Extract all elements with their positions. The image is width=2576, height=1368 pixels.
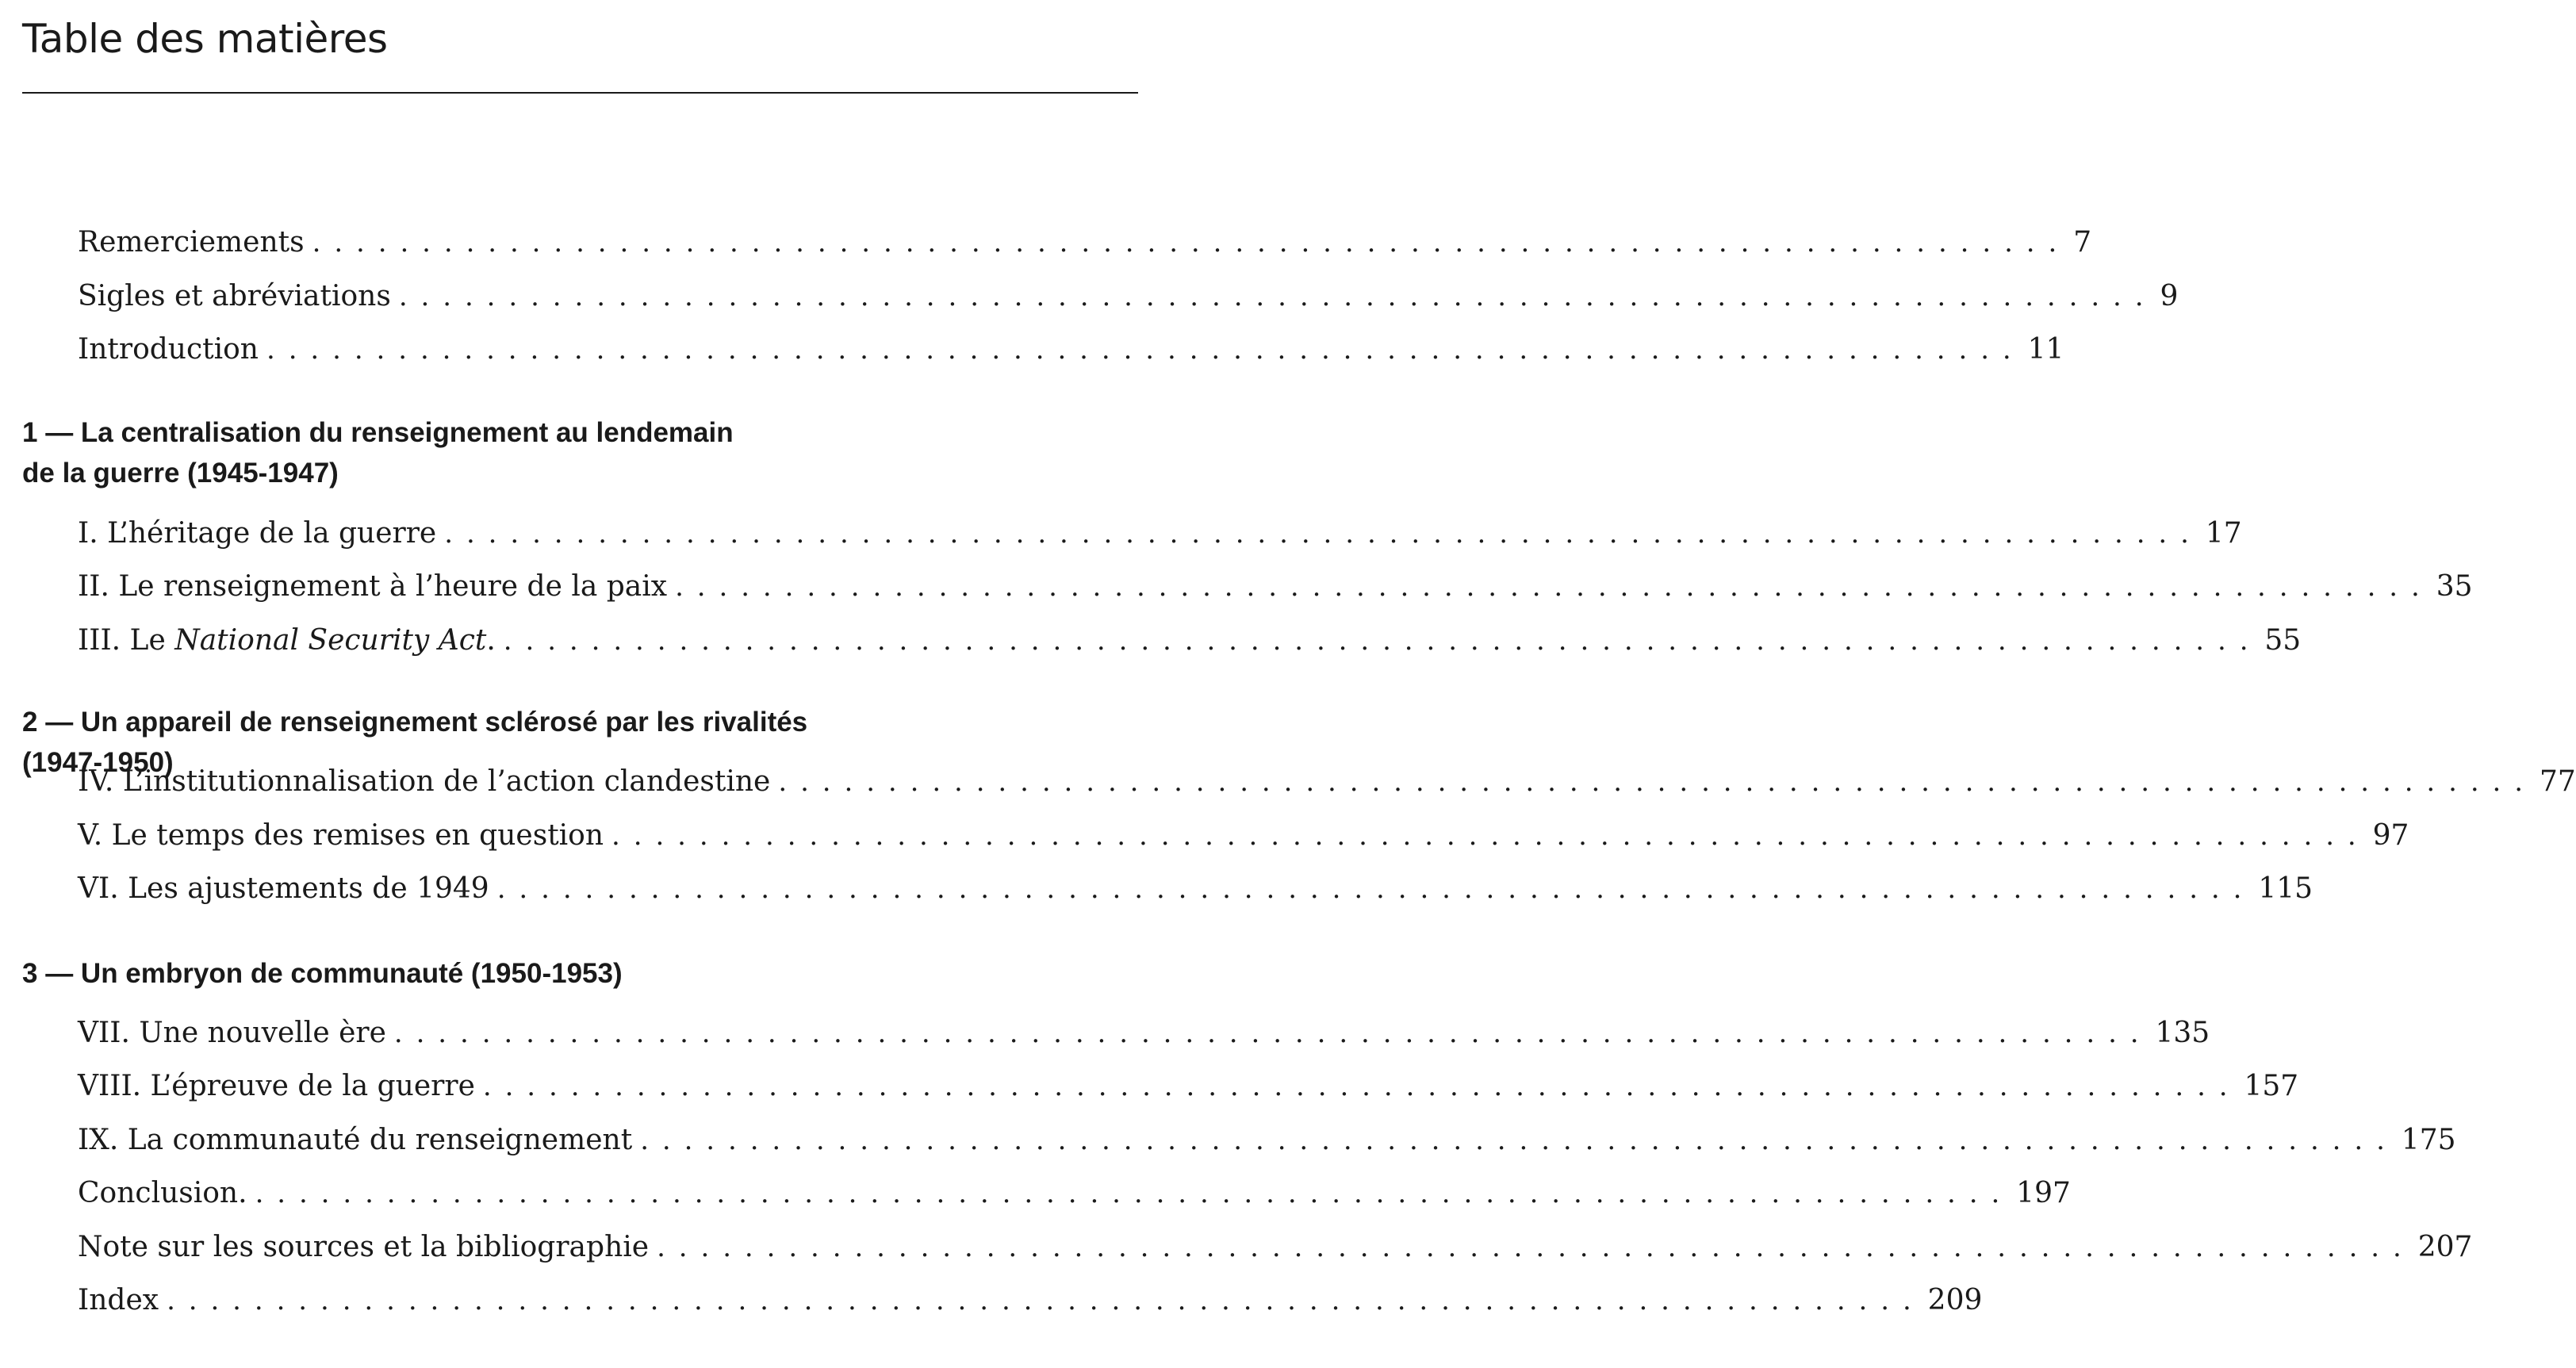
dot-leader: ................................................................................ xyxy=(266,334,2025,366)
part-1-heading[interactable] xyxy=(22,412,895,493)
toc-entry-label: II. Le renseignement à l’heure de la paix xyxy=(78,570,668,603)
toc-entry-page: 7 xyxy=(2073,226,2092,259)
part-3-heading[interactable] xyxy=(22,953,895,994)
toc-entry-label: IV. L’institutionnalisation de l’action clandestine xyxy=(78,765,771,798)
toc-entry-page: 77 xyxy=(2539,765,2576,798)
dot-leader: ................................................................................ xyxy=(312,227,2071,259)
toc-entry-label: Remerciements xyxy=(78,226,305,259)
toc-entry-sigles[interactable] xyxy=(78,274,2179,319)
toc-entry-page: 9 xyxy=(2160,280,2179,312)
toc-entry-label: Index xyxy=(78,1284,159,1316)
part-title-line: 1 — La centralisation du renseignement au lendemain xyxy=(22,417,734,448)
toc-entry-page: 157 xyxy=(2244,1070,2299,1102)
toc-entry-label: Conclusion. xyxy=(78,1177,247,1209)
toc-entry-sources[interactable] xyxy=(78,1225,2473,1270)
dot-leader: ................................................................................ xyxy=(640,1125,2398,1156)
toc-entry-chapter-4[interactable] xyxy=(78,760,2576,804)
toc-entry-chapter-3[interactable] xyxy=(78,619,2302,663)
toc-entry-page: 97 xyxy=(2372,819,2409,852)
toc-entry-remerciements[interactable] xyxy=(78,220,2092,265)
toc-entry-label: Note sur les sources et la bibliographie xyxy=(78,1231,650,1263)
toc-entry-introduction[interactable] xyxy=(78,328,2064,372)
part-title-line: 3 — Un embryon de communauté (1950-1953) xyxy=(22,958,623,989)
dot-leader: ................................................................................ xyxy=(611,820,2370,852)
label-prefix: III. Le xyxy=(78,624,175,657)
toc-entry-page: 11 xyxy=(2027,333,2064,366)
dot-leader: ................................................................................ xyxy=(167,1285,1925,1316)
toc-entry-chapter-2[interactable] xyxy=(78,565,2473,609)
toc-entry-page: 35 xyxy=(2436,570,2473,603)
toc-entry-label: IX. La communauté du renseignement xyxy=(78,1124,633,1156)
toc-entry-chapter-7[interactable] xyxy=(78,1011,2210,1056)
toc-entry-label xyxy=(78,619,504,663)
toc-entry-page: 175 xyxy=(2401,1124,2456,1156)
dot-leader: ................................................................................ xyxy=(778,766,2536,798)
toc-entry-chapter-9[interactable] xyxy=(78,1118,2456,1163)
page-title: Table des matières xyxy=(22,16,388,62)
toc-entry-label: Sigles et abréviations xyxy=(78,280,391,312)
dot-leader: ................................................................................ xyxy=(503,625,2262,657)
toc-entry-page: 55 xyxy=(2264,624,2302,657)
toc-entry-index[interactable] xyxy=(78,1278,1983,1323)
dot-leader: ................................................................................ xyxy=(398,281,2157,312)
toc-entry-page: 209 xyxy=(1927,1284,1983,1316)
dot-leader: ................................................................................ xyxy=(657,1232,2415,1263)
toc-entry-label: Introduction xyxy=(78,333,259,366)
dot-leader: ................................................................................ xyxy=(393,1017,2152,1049)
toc-entry-page: 207 xyxy=(2417,1231,2473,1263)
toc-entry-page: 197 xyxy=(2016,1177,2071,1209)
toc-entry-label: VI. Les ajustements de 1949 xyxy=(78,872,489,905)
part-title-line: 2 — Un appareil de renseignement sclérosé par les rivalités (1947-1950) xyxy=(22,707,808,778)
part-title-line: de la guerre (1945-1947) xyxy=(22,458,339,489)
dot-leader: ................................................................................ xyxy=(255,1178,2014,1209)
dot-leader: ................................................................................ xyxy=(444,518,2202,550)
toc-entry-page: 135 xyxy=(2155,1017,2210,1049)
toc-entry-chapter-5[interactable] xyxy=(78,814,2409,858)
dot-leader: ................................................................................ xyxy=(675,571,2433,603)
toc-entry-page: 115 xyxy=(2258,872,2313,905)
toc-entry-label: VIII. L’épreuve de la guerre xyxy=(78,1070,475,1102)
label-suffix: . xyxy=(486,624,496,657)
label-italic-title: National Security Act xyxy=(174,624,487,657)
toc-entry-chapter-6[interactable] xyxy=(78,867,2313,911)
dot-leader: ................................................................................ xyxy=(496,873,2256,905)
toc-entry-page: 17 xyxy=(2205,517,2242,550)
dot-leader: ................................................................................ xyxy=(482,1071,2241,1102)
toc-entry-chapter-1[interactable] xyxy=(78,512,2242,556)
toc-entry-label: I. L’héritage de la guerre xyxy=(78,517,437,550)
toc-entry-conclusion[interactable] xyxy=(78,1171,2071,1216)
toc-entry-chapter-8[interactable] xyxy=(78,1064,2299,1109)
toc-entry-label: V. Le temps des remises en question xyxy=(78,819,604,852)
toc-entry-label: VII. Une nouvelle ère xyxy=(78,1017,386,1049)
title-divider xyxy=(22,92,1138,94)
